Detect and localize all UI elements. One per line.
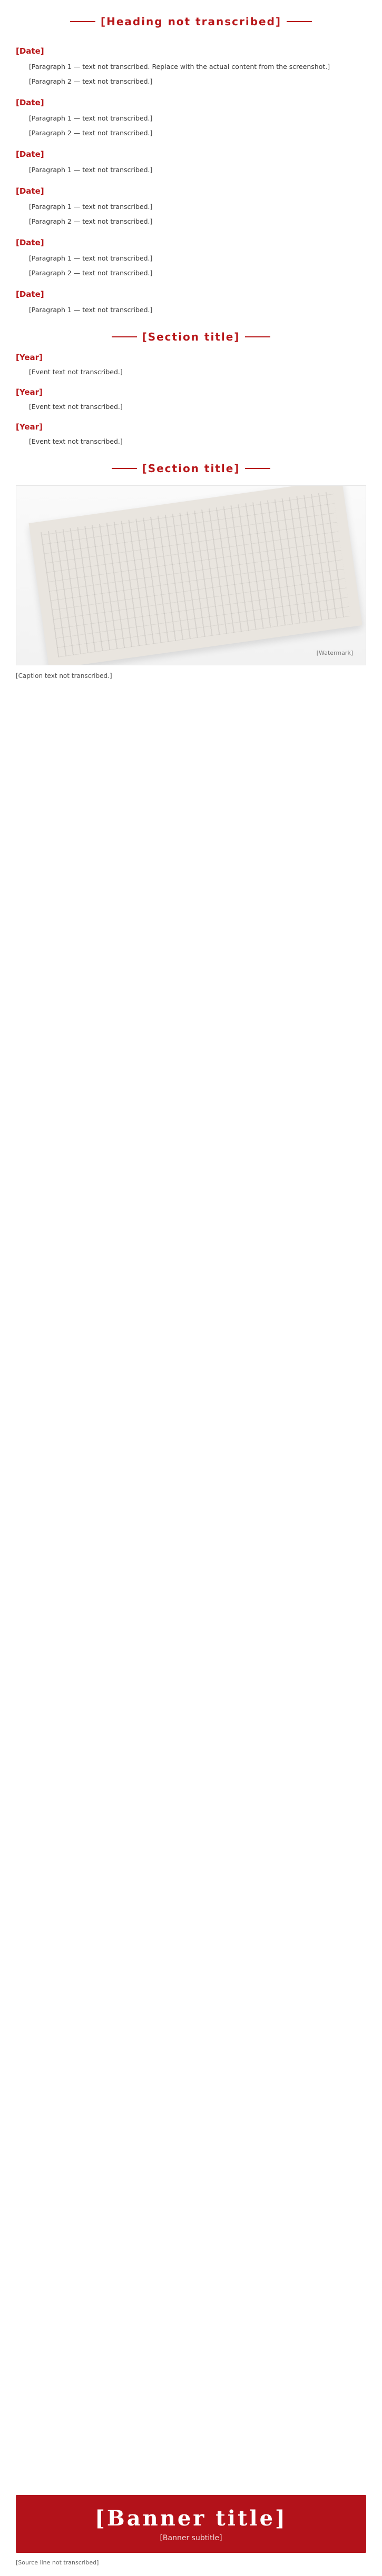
section-paragraph: [Paragraph 2 — text not transcribed.] <box>29 217 153 225</box>
section-date: [Date] <box>16 46 44 56</box>
history-header <box>0 331 382 343</box>
banner-subtitle: [Banner subtitle] <box>160 2533 222 2542</box>
section-date: [Date] <box>16 98 44 107</box>
history-event <box>16 422 366 447</box>
section-paragraph: [Paragraph 1 — text not transcribed.] <box>29 114 153 122</box>
moment-caption: [Caption text not transcribed.] <box>16 672 112 680</box>
section-paragraph: [Paragraph 1 — text not transcribed.] <box>29 254 153 262</box>
history-events <box>0 353 382 447</box>
section-date: [Date] <box>16 186 44 196</box>
moment-right-line <box>245 468 270 469</box>
moment-image <box>16 485 366 665</box>
moment-left-line <box>112 468 137 469</box>
header-right-line <box>287 21 312 22</box>
moment-stamp: [Watermark] <box>316 650 353 656</box>
history-right-line <box>245 336 270 337</box>
history-event <box>16 387 366 413</box>
section-paragraph: [Paragraph 2 — text not transcribed.] <box>29 77 153 85</box>
event-text: [Event text not transcribed.] <box>29 368 123 376</box>
event-year: [Year] <box>16 353 43 362</box>
section-paragraph: [Paragraph 1 — text not transcribed.] <box>29 166 153 174</box>
event-year: [Year] <box>16 387 43 397</box>
section-paragraph: [Paragraph 1 — text not transcribed. Replace with the actual content from the screenshot.] <box>29 63 330 71</box>
section-paragraph: [Paragraph 1 — text not transcribed.] <box>29 306 153 314</box>
event-text: [Event text not transcribed.] <box>29 403 123 411</box>
sections <box>0 46 382 316</box>
header-title-wrap <box>70 15 312 28</box>
section-1 <box>16 46 366 87</box>
moment-title: [Section title] <box>142 462 240 475</box>
history-left-line <box>112 336 137 337</box>
history-title: [Section title] <box>142 331 240 343</box>
section-5 <box>16 238 366 279</box>
section-date: [Date] <box>16 238 44 247</box>
header <box>0 7 382 36</box>
section-3 <box>16 149 366 176</box>
historical-document-image <box>28 485 362 665</box>
footer-source: [Source line not transcribed] <box>16 2559 99 2566</box>
section-paragraph: [Paragraph 1 — text not transcribed.] <box>29 203 153 211</box>
section-date: [Date] <box>16 289 44 299</box>
header-left-line <box>70 21 95 22</box>
banner-title: [Banner title] <box>95 2505 287 2531</box>
history-event <box>16 353 366 378</box>
event-year: [Year] <box>16 422 43 432</box>
section-paragraph: [Paragraph 2 — text not transcribed.] <box>29 129 153 137</box>
series-banner <box>16 2495 366 2553</box>
section-4 <box>16 186 366 227</box>
page-title: [Heading not transcribed] <box>100 15 282 28</box>
section-6 <box>16 289 366 316</box>
section-paragraph: [Paragraph 2 — text not transcribed.] <box>29 269 153 277</box>
event-text: [Event text not transcribed.] <box>29 437 123 445</box>
section-date: [Date] <box>16 149 44 159</box>
moment-header <box>0 462 382 475</box>
section-2 <box>16 98 366 139</box>
